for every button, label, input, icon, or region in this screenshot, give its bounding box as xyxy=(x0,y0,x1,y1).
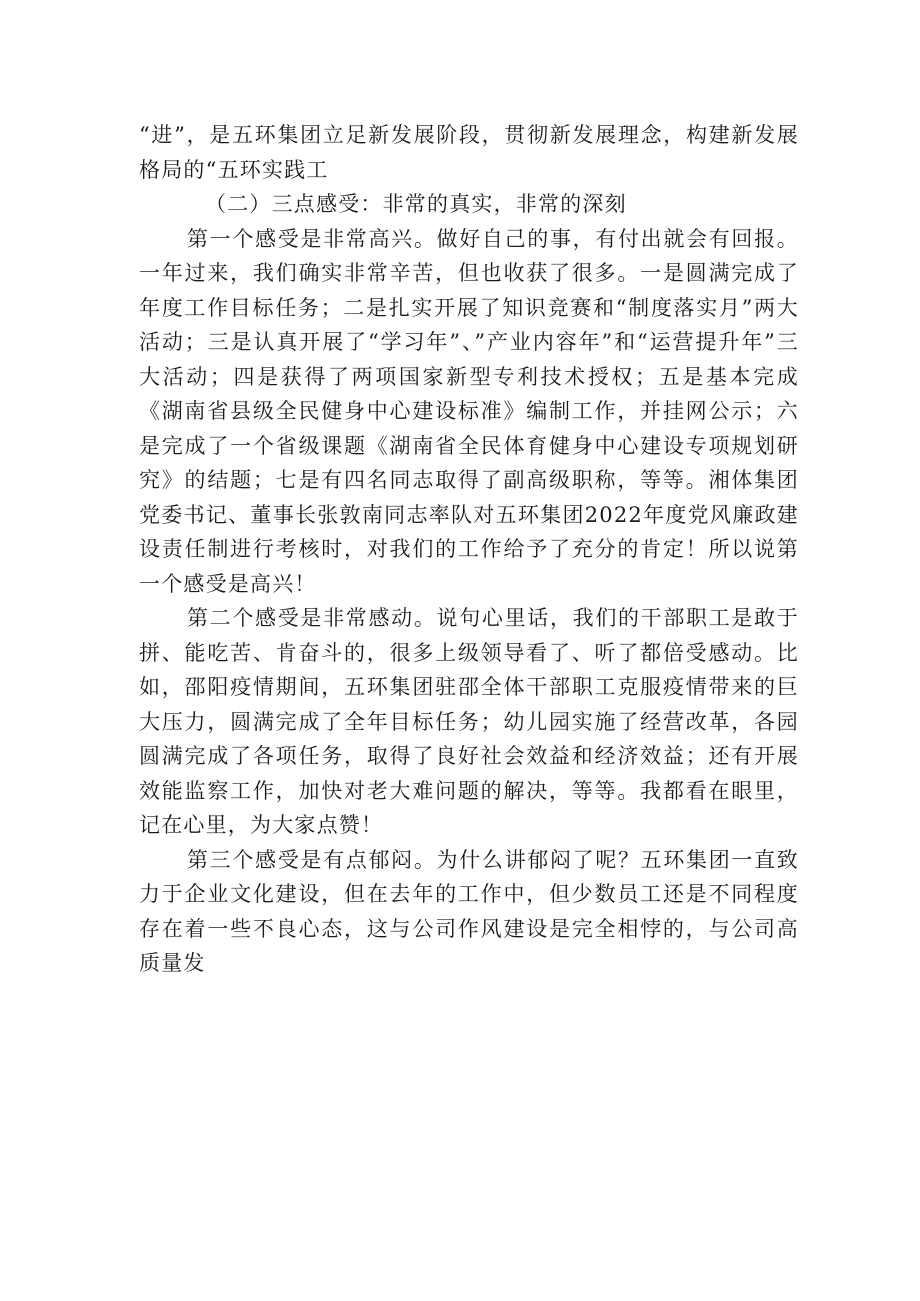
section-heading: （二）三点感受：非常的真实，非常的深刻 xyxy=(205,192,627,216)
paragraph-first-feeling: 第一个感受是非常高兴。做好自己的事，有付出就会有回报。一年过来，我们确实非常辛苦，但也收获了很多。一是圆满完成了年度工作目标任务；二是扎实开展了知识竞赛和“制度落实月”两大活动；三是认真开展了“学习年”、”产业内容年”和“运营提升年”三大活动；四是获得了两项国家新型专利技术授权；五是基本完成《湖南省县级全民健身中心建设标准》编制工作，并挂网公示；六是完成了一个省级课题《湖南省全民体育健身中心建设专项规划研究》的结题；七是有四名同志取得了副高级职称，等等。湘体集团党委书记、董事长张敦南同志率队对五环集团2022年度党风廉政建设责任制进行考核时，对我们的工作给予了充分的肯定！所以说第一个感受是高兴！ xyxy=(139,226,799,596)
document-body xyxy=(139,118,799,981)
paragraph-third-feeling: 第三个感受是有点郁闷。为什么讲郁闷了呢？五环集团一直致力于企业文化建设，但在去年的工作中，但少数员工还是不同程度存在着一些不良心态，这与公司作风建设是完全相悖的，与公司高质量发 xyxy=(139,847,799,975)
paragraph-second-feeling: 第二个感受是非常感动。说句心里话，我们的干部职工是敢于拼、能吃苦、肯奋斗的，很多上级领导看了、听了都倍受感动。比如，邵阳疫情期间，五环集团驻邵全体干部职工克服疫情带来的巨大压力，圆满完成了全年目标任务；幼儿园实施了经营改革，各园圆满完成了各项任务，取得了良好社会效益和经济效益；还有开展效能监察工作，加快对老大难问题的解决，等等。我都看在眼里，记在心里，为大家点赞！ xyxy=(139,606,799,837)
paragraph-continuation: “进”，是五环集团立足新发展阶段，贯彻新发展理念，构建新发展格局的“五环实践工 xyxy=(139,123,799,182)
